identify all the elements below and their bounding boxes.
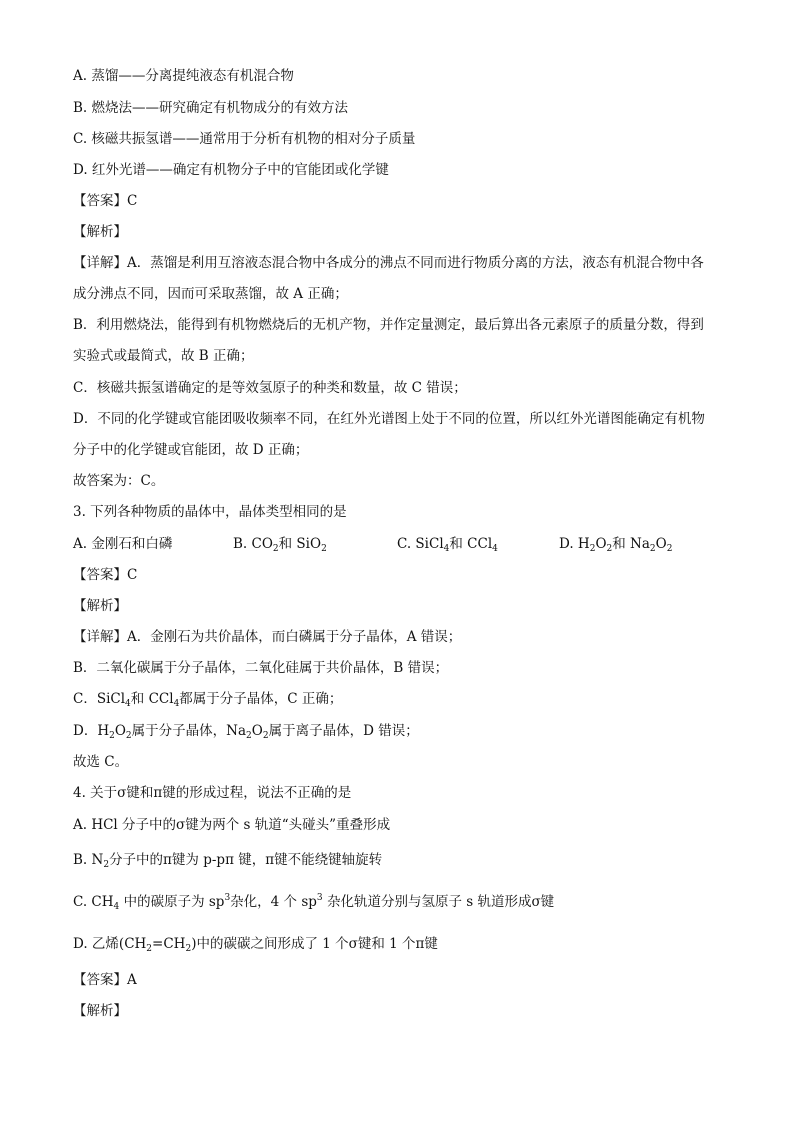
q3-option-c: C. SiCl$_4$和 CCl$_4$ <box>397 536 498 554</box>
q2-explain-line: 成分沸点不同，因而可采取蒸馏，故 A 正确； <box>73 286 348 302</box>
q4-option-d: D. 乙烯$(CH_2=CH_2)$中的碳碳之间形成了 1 个σ键和 1 个π键 <box>73 936 438 954</box>
q2-explain-line: 分子中的化学键或官能团，故 D 正确； <box>73 442 309 458</box>
q4-analysis-label: 【解析】 <box>73 1003 127 1019</box>
q3-explain-d: D．$H_2O_2$属于分子晶体，$Na_2O_2$属于离子晶体，D 错误； <box>73 723 419 741</box>
q2-explain-line: 【详解】A．蒸馏是利用互溶液态混合物中各成分的沸点不同而进行物质分离的方法，液态有机混合物中各 <box>73 255 704 271</box>
q4-option-c: C. $CH_4$ 中的碳原子为 $sp^3$杂化，4 个 $sp^3$ 杂化轨道分别与氢原子 s 轨道形成σ键 <box>73 893 555 912</box>
q3-options-row <box>73 535 733 553</box>
q3-option-b: B. $CO_2$和 SiO$_2$ <box>233 536 327 554</box>
q4-option-a: A. HCl 分子中的σ键为两个 s 轨道“头碰头”重叠形成 <box>73 817 391 833</box>
q3-explain-c: C．SiCl$_4$和 CCl$_4$都属于分子晶体，C 正确； <box>73 691 343 709</box>
q4-answer: 【答案】A <box>73 972 137 988</box>
q3-answer: 【答案】C <box>73 567 138 583</box>
q3-stem: 3. 下列各种物质的晶体中，晶体类型相同的是 <box>73 504 347 520</box>
q3-explain-b: B．二氧化碳属于分子晶体，二氧化硅属于共价晶体，B 错误； <box>73 660 449 676</box>
q3-analysis-label: 【解析】 <box>73 598 127 614</box>
q4-option-b: B. $N_2$分子中的π键为 p-pπ 键，π键不能绕键轴旋转 <box>73 852 383 870</box>
q2-analysis-label: 【解析】 <box>73 224 127 240</box>
q2-explain-line: D．不同的化学键或官能团吸收频率不同，在红外光谱图上处于不同的位置，所以红外光谱图能确定有机物 <box>73 411 705 427</box>
q3-explain-a: 【详解】A．金刚石为共价晶体，而白磷属于分子晶体，A 错误； <box>73 629 462 645</box>
q3-option-a: A. 金刚石和白磷 <box>73 536 173 552</box>
q2-explain-line: C．核磁共振氢谱确定的是等效氢原子的种类和数量，故 C 错误； <box>73 380 467 396</box>
q3-option-d: D. $H_2O_2$和 $Na_2O_2$ <box>559 536 673 554</box>
q2-option-a: A. 蒸馏——分离提纯液态有机混合物 <box>73 68 294 84</box>
q2-answer: 【答案】C <box>73 193 138 209</box>
q2-explain-line: 实验式或最简式，故 B 正确； <box>73 348 254 364</box>
q2-option-b: B. 燃烧法——研究确定有机物成分的有效方法 <box>73 100 349 116</box>
q2-option-d: D. 红外光谱——确定有机物分子中的官能团或化学键 <box>73 162 389 178</box>
q2-explain-line: B．利用燃烧法，能得到有机物燃烧后的无机产物，并作定量测定，最后算出各元素原子的质量分数，得到 <box>73 317 704 333</box>
q4-stem: 4. 关于σ键和π键的形成过程，说法不正确的是 <box>73 785 352 801</box>
q2-option-c: C. 核磁共振氢谱——通常用于分析有机物的相对分子质量 <box>73 131 416 147</box>
q3-conclusion: 故选 C。 <box>73 754 129 770</box>
q2-conclusion: 故答案为：C。 <box>73 473 165 489</box>
